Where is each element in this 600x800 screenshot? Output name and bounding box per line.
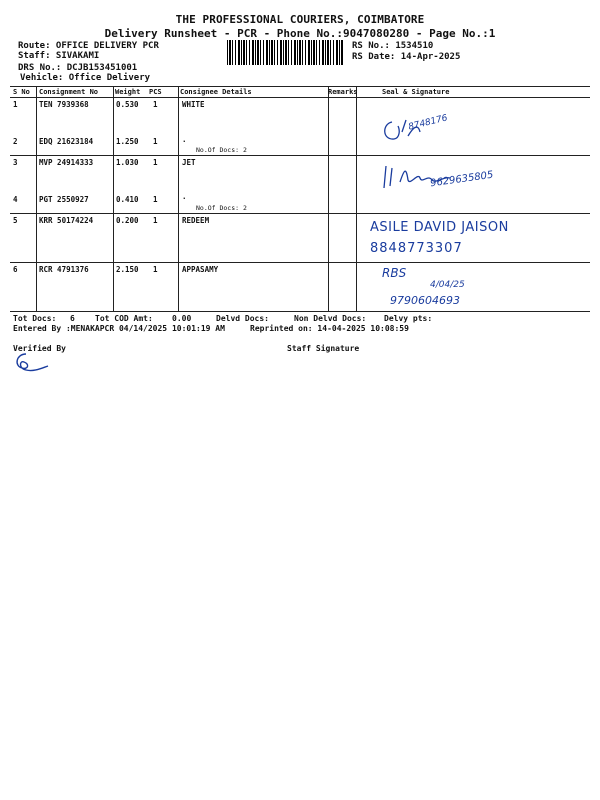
row-sno: 2: [13, 137, 18, 146]
row-consignee: .: [182, 135, 187, 144]
non-delvd-docs-label: Non Delvd Docs:: [294, 314, 367, 323]
row-weight: 1.030: [116, 158, 139, 167]
vehicle-label: Vehicle: Office Delivery: [20, 73, 151, 83]
row-sno: 3: [13, 158, 18, 167]
row-weight: 0.410: [116, 195, 139, 204]
page-subtitle: Delivery Runsheet - PCR - Phone No.:9047080280 - Page No.:1: [104, 27, 496, 40]
row-consignment: MVP 24914333: [39, 158, 94, 167]
rs-date: RS Date: 14-Apr-2025: [352, 52, 461, 62]
row-weight: 1.250: [116, 137, 139, 146]
signature-3-number: 8848773307: [370, 241, 463, 256]
row-weight: 0.200: [116, 216, 139, 225]
signature-4-number: 9790604693: [390, 294, 460, 307]
column-divider: [356, 86, 357, 311]
staff-label: Staff: SIVAKAMI: [18, 51, 100, 61]
row-consignment: KRR 50174224: [39, 216, 94, 225]
column-header-consignment: Consignment No: [39, 88, 99, 96]
row-consignee: APPASAMY: [182, 265, 219, 274]
row-divider: [10, 262, 590, 263]
row-consignment: EDQ 21623184: [39, 137, 94, 146]
column-header-remarks: Remarks: [328, 88, 358, 96]
column-header-consignee: Consignee Details: [180, 88, 252, 96]
row-sno: 5: [13, 216, 18, 225]
table-top-border: [10, 86, 590, 87]
row-pcs: 1: [153, 137, 158, 146]
row-sno: 1: [13, 100, 18, 109]
staff-signature-label: Staff Signature: [287, 344, 360, 353]
signature-4-date: 4/04/25: [430, 280, 465, 290]
table-header-border: [10, 97, 590, 98]
row-pcs: 1: [153, 195, 158, 204]
row-docs-note: No.Of Docs: 2: [196, 204, 247, 212]
barcode-icon: [227, 40, 344, 65]
row-consignee: .: [182, 192, 187, 201]
verifier-initials-scribble: [12, 350, 52, 374]
column-divider: [178, 86, 179, 311]
drs-label: DRS No.: DCJB153451001: [18, 63, 138, 73]
page-title: THE PROFESSIONAL COURIERS, COIMBATORE: [175, 13, 425, 26]
row-divider: [10, 155, 590, 156]
row-consignee: JET: [182, 158, 196, 167]
row-docs-note: No.Of Docs: 2: [196, 146, 247, 154]
tot-cod-value: 0.00: [172, 314, 192, 323]
column-divider: [328, 86, 329, 311]
table-bottom-border: [10, 311, 590, 312]
row-consignment: PGT 2550927: [39, 195, 89, 204]
row-weight: 2.150: [116, 265, 139, 274]
tot-docs-label: Tot Docs:: [13, 314, 57, 323]
column-header-signature: Seal & Signature: [382, 88, 450, 96]
entered-by: Entered By :MENAKAPCR 04/14/2025 10:01:19 AM: [13, 324, 225, 333]
row-divider: [10, 213, 590, 214]
column-header-sno: S No: [13, 88, 30, 96]
row-weight: 0.530: [116, 100, 139, 109]
row-pcs: 1: [153, 216, 158, 225]
row-consignee: WHITE: [182, 100, 205, 109]
column-divider: [113, 86, 114, 311]
reprinted-on: Reprinted on: 14-04-2025 10:08:59: [250, 324, 409, 333]
signature-2-number: 9629635805: [429, 169, 495, 190]
row-sno: 4: [13, 195, 18, 204]
row-consignment: TEN 7939368: [39, 100, 89, 109]
signature-4-name: RBS: [382, 266, 407, 280]
row-pcs: 1: [153, 158, 158, 167]
column-divider: [36, 86, 37, 311]
tot-docs-value: 6: [70, 314, 75, 323]
signature-3-name: ASILE DAVID JAISON: [370, 220, 509, 235]
route-label: Route: OFFICE DELIVERY PCR: [18, 41, 159, 51]
delvy-pts-label: Delvy pts:: [384, 314, 433, 323]
tot-cod-label: Tot COD Amt:: [95, 314, 153, 323]
column-header-pcs: PCS: [149, 88, 162, 96]
row-sno: 6: [13, 265, 18, 274]
row-pcs: 1: [153, 100, 158, 109]
signature-1-number: 8748176: [407, 113, 449, 133]
row-consignee: REDEEM: [182, 216, 210, 225]
rs-number: RS No.: 1534510: [352, 41, 434, 51]
delvd-docs-label: Delvd Docs:: [216, 314, 269, 323]
column-header-weight: Weight: [115, 88, 141, 96]
row-consignment: RCR 4791376: [39, 265, 89, 274]
verified-by-label: Verified By: [13, 344, 66, 353]
row-pcs: 1: [153, 265, 158, 274]
